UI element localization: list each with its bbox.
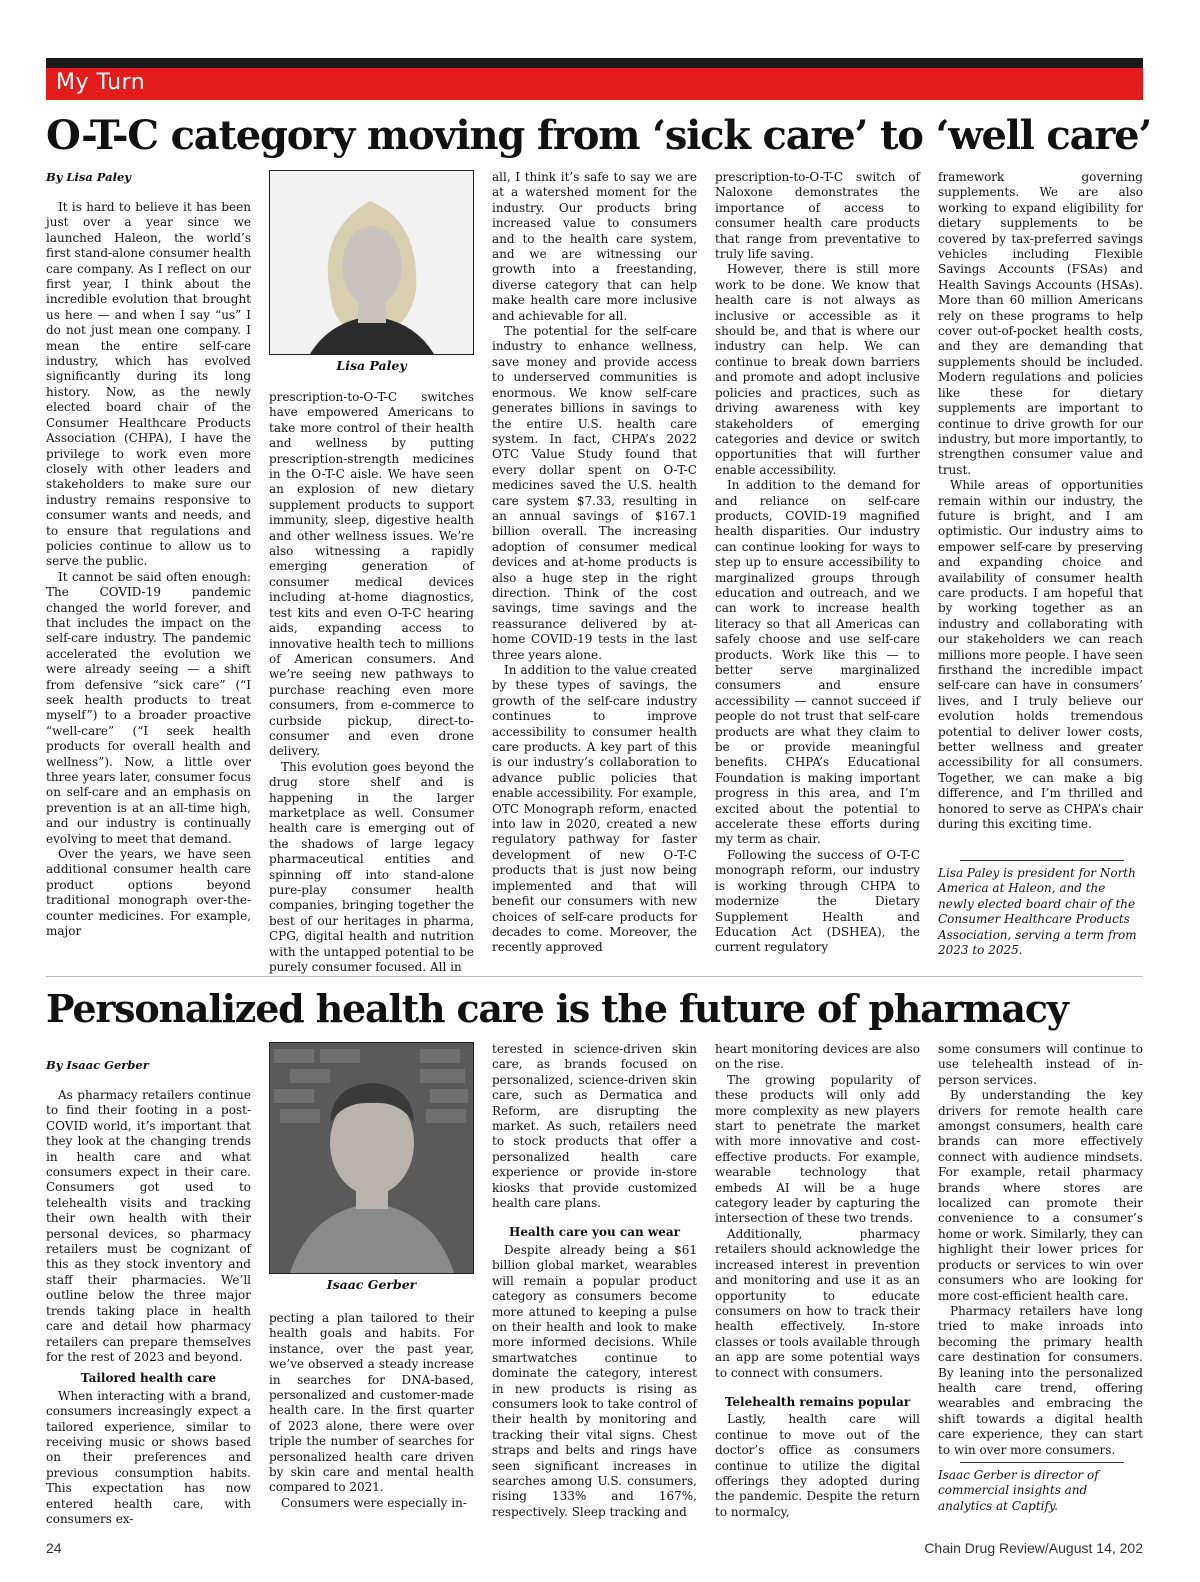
paragraph: However, there is still more work to be done. We know that health care is not always as inclusive or accessible as it should be, and that is where our industry can help. We can continue to break down barriers and promote and adopt inclusive policies and practices, such as driving awareness with key stakeholders of emerging categories and device or switch opportunities that will further enable accessibility.: [715, 262, 920, 477]
isaac-gerber-caption: Isaac Gerber: [326, 1277, 417, 1292]
article1-author-bio: Lisa Paley is president for North America at Haleon, and the newly elected board chair of the Consumer Healthcare Products Association, serving a term from 2023 to 2025.: [938, 866, 1137, 958]
article2-byline: By Isaac Gerber: [46, 1058, 149, 1072]
paragraph: Pharmacy retailers have long tried to make inroads into becoming the primary health care destination for consumers. By leaning into the personalized health care trend, offering wearables and embracing the shift towards a digital health care experience, they can start to win over more consumers.: [938, 1303, 1143, 1457]
article1-column-3: [492, 170, 697, 962]
article2-headline: Personalized health care is the future of pharmacy: [46, 986, 1068, 1031]
subhead: Telehealth remains popular: [724, 1394, 911, 1409]
paragraph: By understanding the key drivers for remote health care amongst consumers, health care brands can more effectively connect with audience mindsets. For example, retail pharmacy brands where stores are localized can promote their convenience to a consumer’s home or work. Similarly, they can highlight their lower prices for products or services to win over consumers who are looking for more cost-efficient health care.: [938, 1088, 1143, 1303]
bio-rule: [960, 860, 1124, 861]
paragraph: prescription-to-O-T-C switch of Naloxone demonstrates the importance of access to consumer health care products that range from preventative to truly life saving.: [715, 170, 920, 262]
paragraph: The growing popularity of these products will only add more complexity as new players start to penetrate the market with more innovative and cost-effective products. For example, wearable technology that embeds AI will be a huge category leader by capturing the intersection of these two trends.: [715, 1072, 920, 1226]
article1-column-1: [46, 200, 251, 962]
article1-column-5: [938, 170, 1143, 852]
paragraph: It cannot be said often enough: The COVID-19 pandemic changed the world forever, and that includes the impact on the self-care industry. The pandemic accelerated the evolution we were already seeing — a shift from defensive “sick care” (“I seek health products to treat myself”) to a broader proactive “well-care” (“I seek health products for overall health and wellness”). Now, a little over three years later, consumer focus on self-care and an emphasis on prevention is at an all-time high, and our industry is continually evolving to meet that demand.: [46, 569, 251, 846]
publication-footer: Chain Drug Review/August 14, 202: [924, 1540, 1143, 1556]
section-band: [46, 68, 1143, 100]
article1-column-2: [269, 390, 474, 975]
paragraph: It is hard to believe it has been just over a year since we launched Haleon, the world’s first stand-alone consumer health care company. As I reflect on our first year, I think about the incredible evolution that brought us here — and when I say “us” I do not just mean one company. I mean the entire self-care industry, which has evolved significantly during its long history. Now, as the newly elected board chair of the Consumer Healthcare Products Association (CHPA), I have the privilege to work even more closely with other leaders and stakeholders to make sure our industry remains responsive to consumer wants and needs, and to ensure that regulations and policies continue to allow us to serve the public.: [46, 200, 251, 569]
bio-rule: [960, 1462, 1124, 1463]
isaac-gerber-photo: [269, 1042, 474, 1274]
paragraph: Lastly, health care will continue to move out of the doctor’s office as consumers continue to utilize the digital offerings they adopted during the pandemic. Despite the return to normalcy,: [715, 1412, 920, 1519]
paragraph: Consumers were especially in-: [281, 1495, 467, 1510]
article2-column-1: [46, 1088, 251, 1526]
subhead: Tailored health care: [80, 1371, 217, 1386]
section-label: My Turn: [56, 70, 146, 95]
page-number: 24: [46, 1540, 62, 1556]
lisa-paley-caption: Lisa Paley: [336, 358, 407, 373]
masthead-rule: [46, 58, 1143, 68]
subhead: Health care you can wear: [509, 1225, 680, 1240]
paragraph: framework governing supplements. We are also working to expand eligibility for dietary supplements to be covered by tax-preferred savings vehicles including Flexible Savings Accounts (FSAs) and Health Savings Accounts (HSAs). More than 60 million Americans rely on these programs to help cover out-of-pocket health costs, and they are demanding that supplements should be included. Modern regulations and policies like these for dietary supplements are important to continue to drive growth for our industry, but more importantly, to strengthen consumer value and trust.: [938, 170, 1143, 477]
paragraph: prescription-to-O-T-C switches have empowered Americans to take more control of their health and wellness by putting prescription-strength medicines in the O-T-C aisle. We have seen an explosion of new dietary supplement products to support immunity, sleep, digestive health and other wellness issues. We’re also witnessing a rapidly emerging generation of consumer medical devices including at-home diagnostics, test kits and even O-T-C hearing aids, expanding access to innovative health tech to millions of American consumers. And we’re seeing new pathways to purchase reaching even more consumers, from e-commerce to curbside pickup, direct-to-consumer and even drone delivery.: [269, 390, 474, 759]
article2-column-2: [269, 1311, 474, 1526]
paragraph: This evolution goes beyond the drug store shelf and is happening in the larger marketplace as well. Consumer health care is emerging out of the shadows of large legacy pharmaceutical entities and spinning off into stand-alone pure-play consumer health companies, bringing together the best of our heritages in pharma, CPG, digital health and nutrition with the untapped potential to be purely consumer focused. All in: [269, 759, 474, 975]
article1-byline: By Lisa Paley: [46, 170, 131, 184]
portrait-icon: [270, 171, 473, 354]
article1-column-4: [715, 170, 920, 962]
article2-column-5: [938, 1042, 1143, 1457]
paragraph: When interacting with a brand, consumers increasingly expect a tailored experience, similar to receiving music or shows based on their preferences and previous consumption habits. This expectation has now entered health care, with consumers ex-: [46, 1388, 251, 1526]
paragraph: Over the years, we have seen additional consumer health care product options beyond traditional monograph over-the-counter medicines. For example, major: [46, 847, 251, 939]
paragraph: some consumers will continue to use telehealth instead of in-person services.: [938, 1042, 1143, 1087]
paragraph: In addition to the value created by these types of savings, the growth of the self-care industry continues to improve accessibility to consumer health care products. A key part of this is our industry’s collaboration to advance public policies that enable accessibility. For example, OTC Monograph reform, enacted into law in 2020, created a new regulatory pathway for faster development of new O-T-C products that is just now being implemented and that will benefit our consumers with new choices of self-care products for decades to come. Moreover, the recently approved: [492, 663, 697, 955]
portrait-icon: [270, 1043, 473, 1273]
article-divider: [46, 976, 1143, 977]
paragraph: The potential for the self-care industry to enhance wellness, save money and provide access to underserved communities is enormous. We know self-care generates billions in savings to the entire U.S. health care system. In fact, CHPA’s 2022 OTC Value Study found that every dollar spent on O-T-C medicines saved the U.S. health care system $7.33, resulting in an annual savings of $167.1 billion overall. The increasing adoption of consumer medical devices and at-home products is also a huge step in the right direction. Think of the cost savings, time savings and the reassurance delivered by at-home COVID-19 tests in the last three years alone.: [492, 324, 697, 662]
article1-headline: O-T-C category moving from ‘sick care’ to ‘well care’: [46, 112, 1152, 159]
paragraph: As pharmacy retailers continue to find their footing in a post-COVID world, it’s important that they look at the changing trends in health care and what consumers expect in their care. Consumers got used to telehealth visits and tracking their own health with their personal devices, so pharmacy retailers must be cognizant of this as they stock inventory and staff their pharmacies. We’ll outline below the three major trends taking place in health care and detail how pharmacy retailers can prepare themselves for the rest of 2023 and beyond.: [46, 1088, 251, 1364]
article2-column-4: [715, 1042, 920, 1526]
paragraph: Additionally, pharmacy retailers should acknowledge the increased interest in prevention and monitoring and use it as an opportunity to educate consumers on how to track their health effectively. In-store classes or tools available through an app are some potential ways to connect with consumers.: [715, 1226, 920, 1380]
paragraph: heart monitoring devices are also on the rise.: [715, 1042, 920, 1072]
paragraph: pecting a plan tailored to their health goals and habits. For instance, over the past year, we’ve observed a steady increase in searches for DNA-based, personalized and customer-made health care. In the first quarter of 2023 alone, there were over triple the number of searches for personalized health care driven by skin care and mental health compared to 2021.: [269, 1311, 474, 1495]
lisa-paley-photo: [269, 170, 474, 355]
paragraph: Despite already being a $61 billion global market, wearables will remain a popular product category as consumers become more attuned to keeping a pulse on their health and look to make more informed decisions. While smartwatches continue to dominate the category, interest in new products is rising as consumers look to take control of their health by monitoring and tracking their vital signs. Chest straps and belts and rings have seen significant increases in searches among U.S. consumers, rising 133% and 167%, respectively. Sleep tracking and: [492, 1242, 697, 1519]
article2-author-bio: Isaac Gerber is director of commercial insights and analytics at Captify.: [938, 1468, 1099, 1513]
paragraph: terested in science-driven skin care, as brands focused on personalized, science-driven skin care, such as Dermatica and Reform, are disrupting the market. As such, retailers need to stock products that offer a personalized health care experience or provide in-store kiosks that provide customized health care plans.: [492, 1042, 697, 1211]
paragraph: Following the success of O-T-C monograph reform, our industry is working through CHPA to modernize the Dietary Supplement Health and Education Act (DSHEA), the current regulatory: [715, 847, 920, 955]
paragraph: all, I think it’s safe to say we are at a watershed moment for the industry. Our products bring increased value to consumers and to the health care system, and we are witnessing our growth into a freestanding, diverse category that can help make health care more inclusive and achievable for all.: [492, 170, 697, 323]
article2-column-3: [492, 1042, 697, 1526]
paragraph: While areas of opportunities remain within our industry, the future is bright, and I am optimistic. Our industry aims to empower self-care by preserving and expanding choice and availability of consumer health care products. I am hopeful that by working together as an industry and collaborating with our stakeholders we can reach millions more people. I have seen firsthand the incredible impact self-care can have in consumers’ lives, and I truly believe our evolution holds tremendous potential to deliver lower costs, better wellness and greater accessibility for all consumers. Together, we can make a big difference, and I’m thrilled and honored to serve as CHPA’s chair during this exciting time.: [938, 478, 1143, 832]
paragraph: In addition to the demand for and reliance on self-care products, COVID-19 magnified health disparities. Our industry can continue looking for ways to step up to ensure accessibility to marginalized groups through education and outreach, and we can work to increase health literacy so that all Americas can safely choose and use self-care products. Work like this — to better serve marginalized consumers and ensure accessibility — cannot succeed if people do not trust that self-care products are what they claim to be or provide meaningful benefits. CHPA’s Educational Foundation is making important progress in this area, and I’m excited about the potential to accelerate these efforts during my term as chair.: [715, 478, 920, 847]
